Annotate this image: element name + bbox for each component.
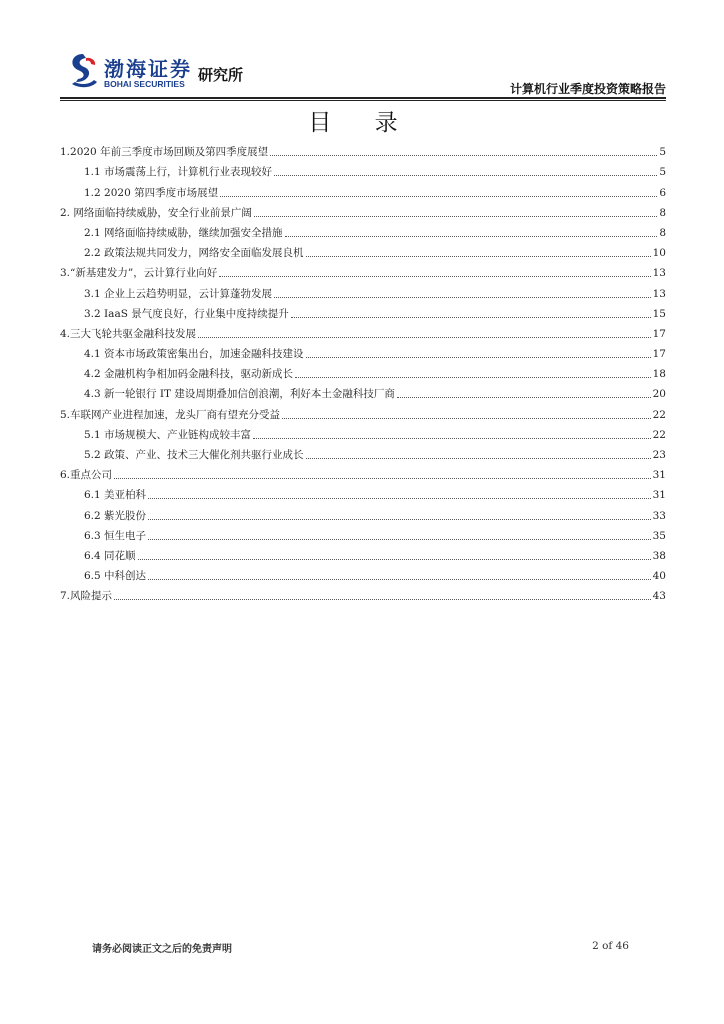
toc-entry-label: 1.2 2020 第四季度市场展望	[84, 186, 219, 199]
report-title: 计算机行业季度投资策略报告	[509, 82, 666, 96]
dot-leader	[219, 276, 650, 277]
toc-entry-page: 40	[652, 570, 666, 583]
toc-entry-page: 22	[652, 408, 666, 421]
toc-entry-label: 5.车联网产业进程加速，龙头厂商有望充分受益	[60, 408, 281, 421]
toc-entry-label: 5.1 市场规模大、产业链构成较丰富	[84, 428, 252, 441]
logo-english-name: BOHAI SECURITIES	[104, 79, 185, 89]
logo-chinese-name: 渤海证券	[104, 57, 192, 81]
dot-leader	[274, 297, 651, 298]
header-divider-thin	[60, 100, 666, 101]
toc-entry-label: 3.2 IaaS 景气度良好，行业集中度持续提升	[84, 307, 289, 320]
toc-entry-page: 13	[652, 267, 666, 280]
toc-entry-6[interactable]	[60, 462, 666, 482]
toc-entry-4[interactable]	[60, 321, 666, 341]
toc-entry-6-2[interactable]	[60, 502, 666, 522]
toc-entry-label: 6.5 中科创达	[84, 570, 147, 583]
toc-entry-label: 2. 网络面临持续威胁，安全行业前景广阔	[60, 206, 252, 219]
dot-leader	[270, 155, 657, 156]
toc-entry-3-2[interactable]	[60, 301, 666, 321]
page-number: 2 of 46	[592, 940, 629, 952]
toc-entry-label: 6.1 美亚柏科	[84, 489, 147, 502]
toc-entry-page: 20	[652, 388, 666, 401]
toc-entry-4-1[interactable]	[60, 341, 666, 361]
toc-entry-5[interactable]	[60, 401, 666, 421]
dot-leader	[274, 175, 657, 176]
toc-entry-label: 3.“新基建发力”，云计算行业向好	[60, 267, 218, 280]
toc-entry-label: 4.1 资本市场政策密集出台，加速金融科技建设	[84, 348, 304, 361]
toc-entry-6-4[interactable]	[60, 543, 666, 563]
toc-entry-2-1[interactable]	[60, 220, 666, 240]
toc-entry-3-1[interactable]	[60, 280, 666, 300]
toc-entry-page: 10	[652, 247, 666, 260]
toc-entry-4-2[interactable]	[60, 361, 666, 381]
dot-leader	[138, 559, 651, 560]
dot-leader	[306, 357, 651, 358]
toc-entry-6-5[interactable]	[60, 563, 666, 583]
toc-entry-4-3[interactable]	[60, 381, 666, 401]
dot-leader	[285, 236, 658, 237]
toc-entry-page: 17	[652, 327, 666, 340]
page-header	[0, 0, 724, 100]
dot-leader	[291, 317, 651, 318]
dot-leader	[148, 519, 651, 520]
toc-entry-label: 4.2 金融机构争相加码金融科技，驱动新成长	[84, 368, 294, 381]
toc-entry-2[interactable]	[60, 200, 666, 220]
toc-entry-page: 15	[652, 307, 666, 320]
toc-entry-6-1[interactable]	[60, 482, 666, 502]
toc-entry-page: 22	[652, 428, 666, 441]
toc-entry-7[interactable]	[60, 583, 666, 603]
toc-entry-page: 5	[659, 166, 666, 179]
dot-leader	[295, 377, 651, 378]
toc-entry-label: 6.2 紫光股份	[84, 509, 147, 522]
toc-entry-page: 31	[652, 469, 666, 482]
dot-leader	[282, 418, 651, 419]
dot-leader	[253, 438, 651, 439]
toc-entry-page: 38	[652, 549, 666, 562]
header-divider	[60, 97, 666, 99]
dot-leader	[220, 196, 657, 197]
toc-entry-page: 18	[652, 368, 666, 381]
toc-entry-label: 6.4 同花顺	[84, 549, 136, 562]
toc-entry-page: 17	[652, 348, 666, 361]
toc-entry-1[interactable]	[60, 139, 666, 159]
toc-entry-label: 1.1 市场震荡上行，计算机行业表现较好	[84, 166, 273, 179]
toc-entry-page: 31	[652, 489, 666, 502]
toc-entry-label: 4.3 新一轮银行 IT 建设周期叠加信创浪潮，利好本土金融科技厂商	[84, 388, 395, 401]
toc-entry-page: 43	[652, 590, 666, 603]
toc-entry-page: 8	[659, 206, 666, 219]
toc-entry-label: 3.1 企业上云趋势明显，云计算蓬勃发展	[84, 287, 273, 300]
toc-entry-1-1[interactable]	[60, 159, 666, 179]
toc-entry-page: 23	[652, 449, 666, 461]
toc-entry-page: 35	[652, 529, 666, 542]
toc-entry-label: 6.重点公司	[60, 469, 113, 482]
toc-entry-page: 6	[659, 186, 666, 199]
toc-entry-5-2[interactable]	[60, 442, 666, 462]
toc-entry-label: 2.1 网络面临持续威胁，继续加强安全措施	[84, 226, 283, 239]
toc-entry-label: 7.风险提示	[60, 590, 113, 603]
bohai-logo-icon	[66, 52, 100, 92]
toc-entry-page: 33	[652, 509, 666, 522]
toc-entry-1-2[interactable]	[60, 179, 666, 199]
table-of-contents	[60, 139, 666, 603]
toc-entry-label: 6.3 恒生电子	[84, 529, 147, 542]
dot-leader	[148, 498, 651, 499]
bohai-securities-logo	[62, 50, 322, 94]
department-label: 研究所	[198, 66, 244, 84]
dot-leader	[148, 579, 651, 580]
dot-leader	[306, 458, 651, 459]
dot-leader	[114, 599, 651, 600]
toc-entry-page: 5	[659, 146, 666, 159]
toc-entry-6-3[interactable]	[60, 523, 666, 543]
dot-leader	[306, 256, 651, 257]
dot-leader	[397, 397, 651, 398]
toc-entry-label: 1.2020 年前三季度市场回顾及第四季度展望	[60, 146, 269, 159]
dot-leader	[148, 539, 651, 540]
dot-leader	[114, 478, 651, 479]
toc-heading: 目 录	[308, 110, 416, 136]
page-footer	[0, 940, 724, 960]
dot-leader	[254, 216, 657, 217]
toc-entry-page: 8	[659, 226, 666, 239]
toc-entry-5-1[interactable]	[60, 422, 666, 442]
toc-entry-label: 2.2 政策法规共同发力，网络安全面临发展良机	[84, 247, 304, 260]
disclaimer-note: 请务必阅读正文之后的免责声明	[92, 944, 232, 955]
toc-entry-page: 13	[652, 287, 666, 300]
dot-leader	[198, 337, 651, 338]
toc-entry-3[interactable]	[60, 260, 666, 280]
toc-entry-2-2[interactable]	[60, 240, 666, 260]
toc-entry-label: 5.2 政策、产业、技术三大催化剂共驱行业成长	[84, 449, 304, 461]
toc-entry-label: 4.三大飞轮共驱金融科技发展	[60, 327, 197, 340]
